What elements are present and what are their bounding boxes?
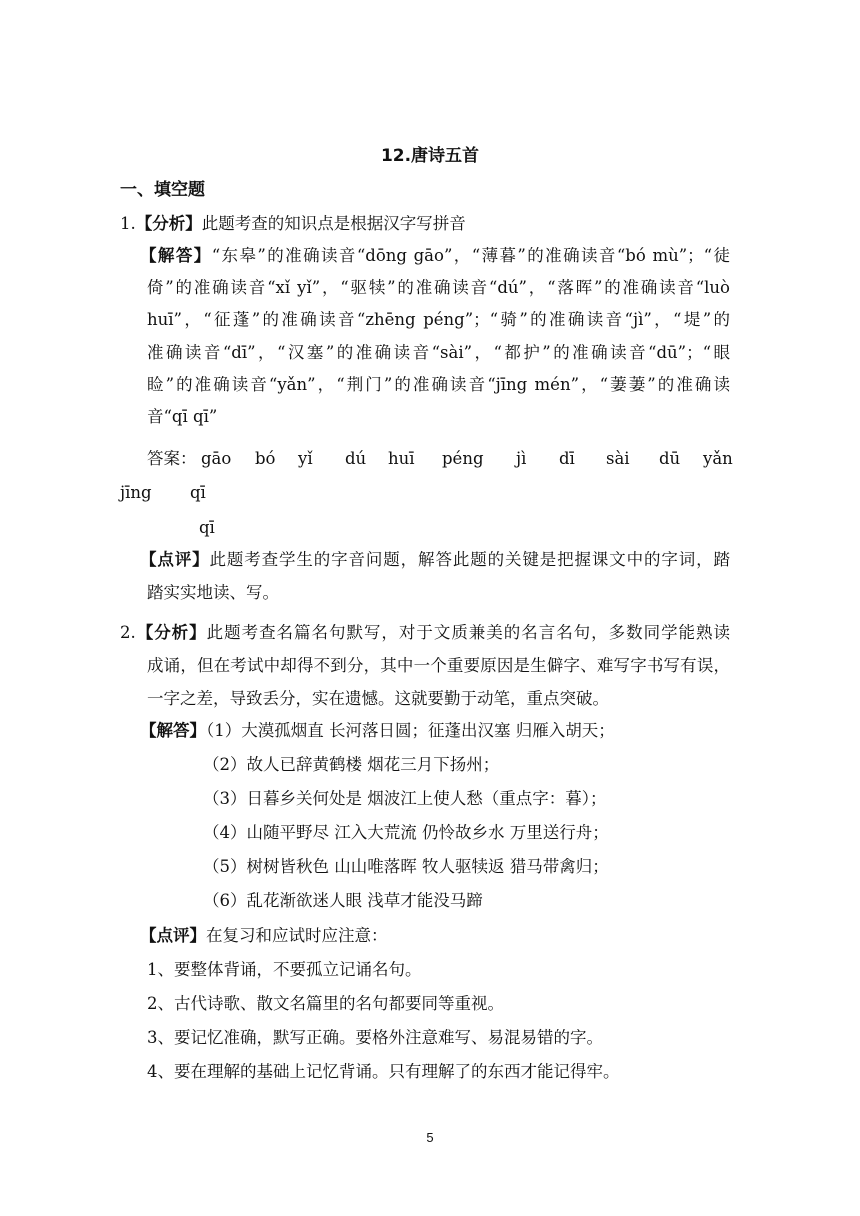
q1-analysis [120, 213, 466, 235]
q2-solution-line: （2）故人已辞黄鹤楼 烟花三月下扬州； [203, 755, 500, 774]
answer-item: gāo [201, 449, 232, 468]
page-title: 12.唐诗五首 [380, 146, 480, 166]
page-number: 5 [426, 1130, 434, 1145]
q2-solution-tag: 【解答】 [140, 721, 206, 740]
answer-item: dū [659, 449, 681, 468]
q1-comment-tag: 【点评】 [140, 550, 210, 569]
answer-item: jīng [120, 483, 152, 502]
tip-item: 3、要记忆准确，默写正确。要格外注意难写、易混易错的字。 [147, 1028, 603, 1047]
q2-solution-line: （3）日暮乡关何处是 烟波江上使人愁（重点字：暮）； [203, 789, 607, 808]
q1-solution-line: 准确读音“dī”，“汉塞”的准确读音“sài”，“都护”的准确读音“dū”；“眼 [147, 343, 730, 362]
tip-item: 2、古代诗歌、散文名篇里的名句都要同等重视。 [147, 994, 504, 1013]
answer-item: bó [255, 449, 276, 468]
answer-item: péng [442, 449, 484, 468]
q2-solution-line: （6）乱花渐欲迷人眼 浅草才能没马蹄 [203, 891, 483, 910]
answer-item: jì [516, 449, 527, 468]
q1-number: 1. [120, 214, 136, 233]
q1-solution-tag: 【解答】 [140, 246, 212, 265]
answer-item: qī [199, 518, 215, 537]
q1-comment-line: 【点评】此题考查学生的字音问题，解答此题的关键是把握课文中的字词，踏 [140, 550, 731, 569]
tip-item: 4、要在理解的基础上记忆背诵。只有理解了的东西才能记得牢。 [147, 1062, 620, 1081]
answer-item: qī [190, 483, 206, 502]
answer-item: sài [606, 449, 630, 468]
q2-number: 2. [120, 623, 136, 642]
q1-solution-line: huī”，“征蓬”的准确读音“zhēng péng”；“骑”的准确读音“jì”，“堤”的 [147, 310, 730, 329]
q2-comment: 【点评】在复习和应试时应注意： [140, 926, 388, 945]
tip-item: 1、要整体背诵，不要孤立记诵名句。 [147, 960, 422, 979]
q2-analysis-line: 2.【分析】此题考查名篇名句默写，对于文质兼美的名言名句，多数同学能熟读 [120, 623, 731, 642]
answer-item: dú [345, 449, 367, 468]
q2-solution-line: 【解答】（1）大漠孤烟直 长河落日圆；征蓬出汉塞 归雁入胡天； [140, 721, 615, 740]
q2-comment-tag: 【点评】 [140, 926, 206, 945]
q1-answer-label: 答案： [147, 449, 197, 468]
q2-solution-line: （5）树树皆秋色 山山唯落晖 牧人驱犊返 猎马带禽归； [203, 857, 609, 876]
q1-analysis-tag: 【分析】 [135, 214, 202, 233]
q1-solution-line: 倚”的准确读音“xǐ yǐ”，“驱犊”的准确读音“dú”，“落晖”的准确读音“luò [147, 278, 730, 297]
answer-item: dī [559, 449, 575, 468]
q2-analysis-tag: 【分析】 [135, 623, 207, 642]
answer-item: yǐ [298, 449, 313, 468]
section-heading: 一、填空题 [120, 180, 205, 200]
q2-analysis-line: 一字之差，导致丢分，实在遗憾。这就要勤于动笔，重点突破。 [147, 689, 609, 708]
answer-item: huī [388, 449, 415, 468]
q1-solution-line: 【解答】“东皋”的准确读音“dōng gāo”，“薄暮”的准确读音“bó mù”；“徒 [140, 246, 731, 265]
q1-comment-line: 踏实实地读、写。 [147, 583, 279, 602]
q2-analysis-line: 成诵，但在考试中却得不到分，其中一个重要原因是生僻字、难写字书写有误， [147, 656, 730, 675]
q1-analysis-text: 此题考查的知识点是根据汉字写拼音 [201, 214, 466, 233]
q1-solution-line: 音“qī qī” [147, 407, 218, 426]
answer-item: yǎn [703, 449, 733, 468]
q1-solution-line: 睑”的准确读音“yǎn”，“荆门”的准确读音“jīng mén”，“萋萋”的准确读 [147, 375, 730, 394]
q2-solution-line: （4）山随平野尽 江入大荒流 仍怜故乡水 万里送行舟； [203, 823, 609, 842]
